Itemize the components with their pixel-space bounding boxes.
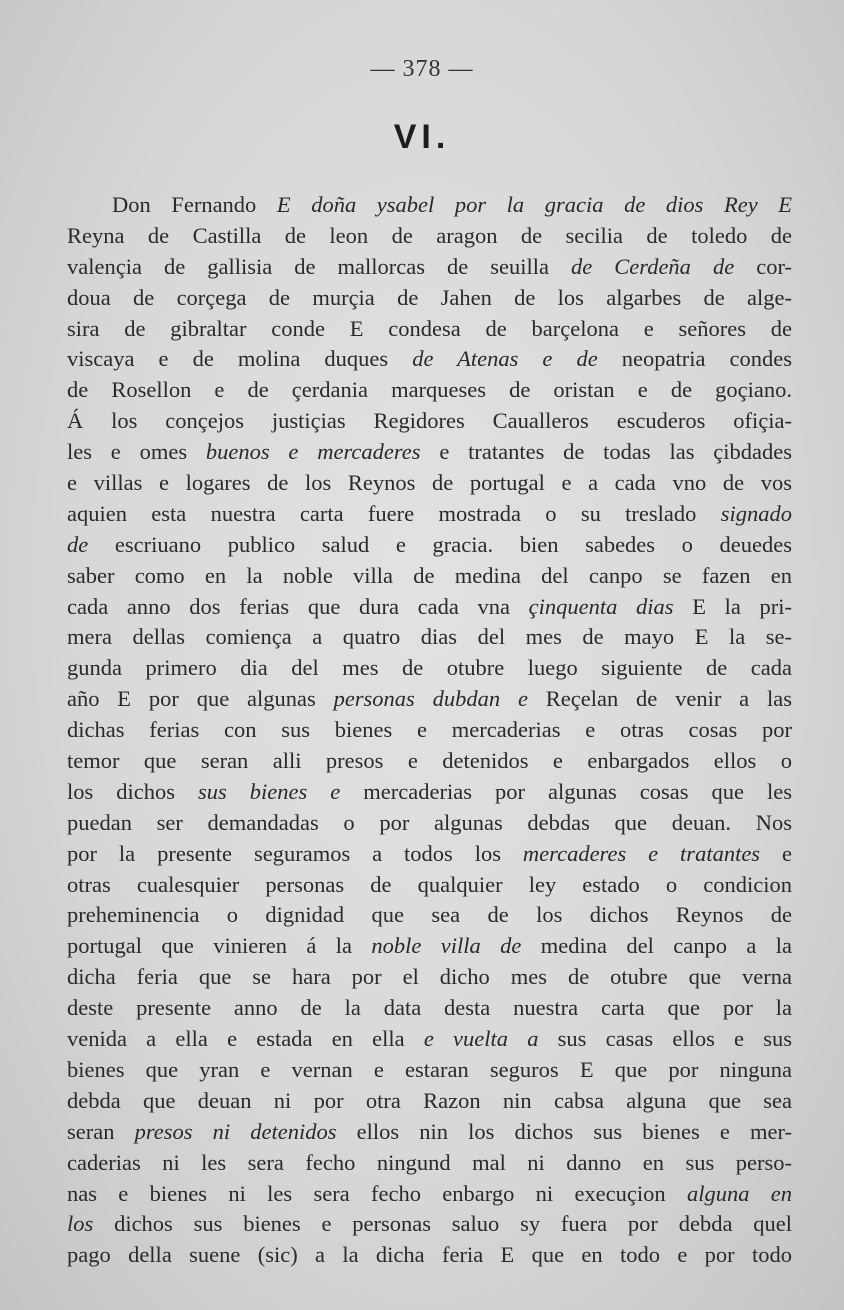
text-segment: mera dellas comiença a quatro dias del mes de mayo E la se- [67,624,792,650]
text-line [67,283,792,314]
text-line [67,993,792,1024]
text-line [67,406,792,437]
text-segment: cada anno dos ferias que dura cada vna [67,593,529,619]
text-line [67,530,792,561]
text-segment: seran [67,1118,135,1144]
italic-segment: E doña ysabel por la gracia de dios Rey E [256,192,792,217]
text-segment: dicha feria que se hara por el dicho mes de otubre que verna [67,964,792,990]
text-segment: ellos nin los dichos sus bienes e mer- [336,1118,793,1144]
text-segment: por la presente seguramos a todos los [67,840,523,866]
text-segment: neopatria condes [597,346,792,372]
text-line [67,252,792,283]
text-line [67,900,792,931]
text-line [67,1086,792,1117]
text-segment: sira de gibraltar conde E condesa de barçelona e señores de [67,315,792,341]
text-segment: nas e bienes ni les sera fecho enbargo ni execuçion [67,1180,687,1206]
text-line [67,870,792,901]
text-segment: de Rosellon e de çerdania marqueses de oristan e de goçiano. [67,377,792,403]
text-segment: Reçelan de venir a las [527,686,792,712]
italic-segment: personas dubdan e [333,686,528,712]
italic-segment: buenos e mercaderes [205,439,421,465]
text-segment: puedan ser demandadas o por algunas debdas que deuan. Nos [67,809,792,835]
text-segment: gunda primero dia del mes de otubre luego siguiente de cada [67,655,792,681]
text-segment: escriuano publico salud e gracia. bien sabedes o deuedes [88,531,792,557]
text-line [67,808,792,839]
text-segment: viscaya e de molina duques [67,346,413,372]
text-line [67,1117,792,1148]
text-segment: deste presente anno de la data desta nuestra carta que por la [67,995,792,1021]
italic-segment: e vuelta a [423,1026,539,1052]
text-segment: saber como en la noble villa de medina del canpo se fazen en [67,562,792,588]
text-line [67,221,792,252]
text-line [67,499,792,530]
italic-segment: presos ni detenidos [134,1118,337,1144]
text-segment: Á los conçejos justiçias Regidores Caualleros escuderos ofiçia- [67,408,792,434]
text-segment: e tratantes de todas las çibdades [420,439,792,465]
text-line [67,931,792,962]
text-line [67,1055,792,1086]
italic-segment: mercaderes e tratantes [522,840,761,866]
text-segment: e villas e logares de los Reynos de portugal e a cada vno de vos [67,470,792,496]
text-line [67,1179,792,1210]
text-segment: año E por que algunas [67,686,334,712]
text-segment: dichas ferias con sus bienes e mercaderias e otras cosas por [67,717,792,743]
text-line [67,1209,792,1240]
text-segment: caderias ni les sera fecho ningund mal ni danno en sus perso- [67,1149,792,1175]
text-line [67,777,792,808]
text-line [67,592,792,623]
text-segment: bienes que yran e vernan e estaran seguros E que por ninguna [67,1056,792,1082]
italic-segment: de [67,531,89,557]
text-line [67,839,792,870]
text-segment: dichos sus bienes e personas saluo sy fuera por debda quel [93,1211,792,1237]
text-segment: valençia de gallisia de mallorcas de seuilla [67,253,572,279]
text-segment: debda que deuan ni por otra Razon nin cabsa alguna que sea [67,1087,792,1113]
italic-segment: noble villa de [371,933,522,959]
text-segment: medina del canpo a la [521,933,792,959]
text-line [67,437,792,468]
body-text [67,190,792,1271]
text-segment: temor que seran alli presos e detenidos e enbargados ellos o [67,748,792,774]
text-segment: pago della suene (sic) a la dicha feria E que en todo e por todo [67,1242,792,1268]
text-segment: mercaderias por algunas cosas que les [340,778,792,804]
text-segment: Reyna de Castilla de leon de aragon de secilia de toledo de [67,222,792,248]
italic-segment: de Cerdeña de [571,253,735,279]
text-segment: los dichos [67,778,199,804]
text-segment: cor- [734,253,792,279]
text-segment: les e omes [67,439,206,465]
italic-segment: çinquenta dias [528,593,674,619]
section-heading: VI. [393,118,451,156]
text-segment: venida a ella e estada en ella [67,1026,424,1052]
text-segment: doua de corçega de murçia de Jahen de los algarbes de alge- [67,284,792,310]
text-segment: aquien esta nuestra carta fuere mostrada o su treslado [67,500,721,526]
text-line [67,375,792,406]
text-segment: preheminencia o dignidad que sea de los dichos Reynos de [67,902,792,928]
text-line [67,622,792,653]
italic-segment: alguna en [686,1180,792,1206]
text-line [67,962,792,993]
text-line [67,468,792,499]
text-line [67,746,792,777]
text-line [67,561,792,592]
text-segment: E la pri- [673,593,793,619]
text-segment: sus casas ellos e sus [538,1026,792,1052]
italic-segment: los [67,1211,94,1237]
italic-segment: sus bienes e [198,778,341,804]
text-line [67,715,792,746]
text-line [67,684,792,715]
text-line [67,1240,792,1271]
text-line [67,653,792,684]
text-segment: otras cualesquier personas de qualquier ley estado o condicion [67,871,792,897]
text-line [67,344,792,375]
text-line [67,314,792,345]
text-segment: Don Fernando [112,192,257,217]
italic-segment: signado [720,500,792,526]
text-line [67,190,792,221]
text-line [67,1148,792,1179]
text-segment: e [760,840,792,866]
italic-segment: de Atenas e de [412,346,598,372]
page-number: — 378 — [370,56,474,82]
text-segment: portugal que vinieren á la [67,933,372,959]
text-line [67,1024,792,1055]
